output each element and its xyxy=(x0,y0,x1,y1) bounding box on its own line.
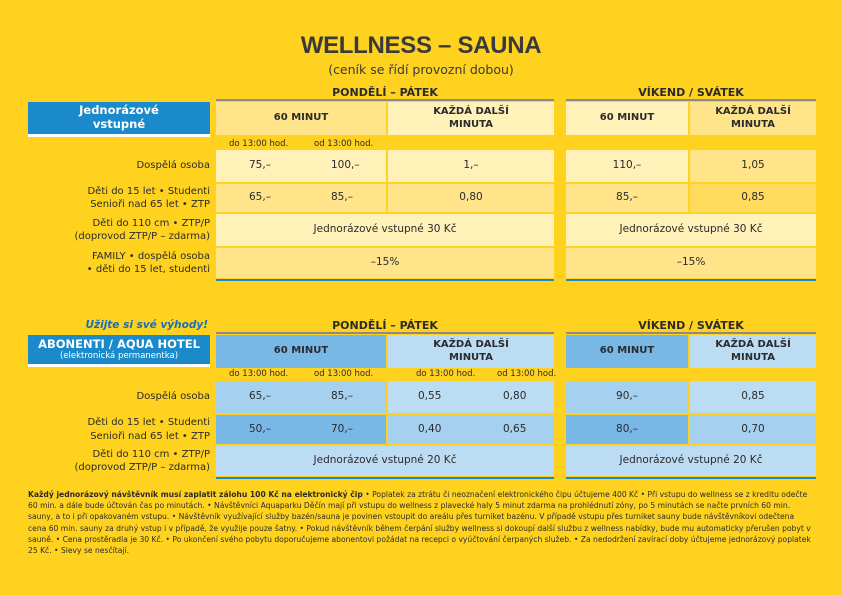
sub-adult-we-extra: 0,85 xyxy=(741,390,765,403)
single-row-reduced-label-line1: Děti do 15 let • Studenti xyxy=(87,185,210,197)
single-wd-col-60: 60 MINUT xyxy=(216,102,386,135)
footer-text: • Poplatek za ztrátu či neoznačení elektronického čipu účtujeme 400 Kč • Při vstupu do wellness se z kreditu odečte 60 min. a dále bude účtován čas po minutách. • Návštěvníci Aquaparku Děčín mají při vstupu do wellness z plavecké haly 5 minut zdarma na prohlédnutí zóny, po 5 minutách se načte prvních 60 min. sauny, a to i při opakovaném vstupu. • Návštěvník využívající služby bazén/sauna je povinen vstoupit do areálu přes turniket bazénu. V případě vstupu přes turniket sauny bude návštěvníkovi odečtena cena 60 min. sauny za druhý vstup i v případě, že využije pouze šatny. • Pokud návštěvník během čerpání služby wellness si dokoupí další službu z wellness nabídky, bude mu automaticky přerušen pobyt v sauně. • Cena prostěradla je 30 Kč. • Po ukončení svého pobytu doporučujeme abonentovi požádat na recepci o vyúčtování čerpaných služeb. • Za nedodržení zavírací doby účtujeme jednorázový poplatek 25 Kč. • Slevy se nesčítají. xyxy=(28,490,811,556)
sub-row-reduced-label-line2: Senioři nad 65 let • ZTP xyxy=(90,430,210,442)
sub-weekend-title: VÍKEND / SVÁTEK xyxy=(638,319,744,332)
sub-we-bottom-rule xyxy=(566,477,816,479)
sub-reduced-wd-after: 70,– xyxy=(331,422,353,435)
sub-row-reduced-wd-bg xyxy=(216,415,386,444)
sub-extra-time-after: od 13:00 hod. xyxy=(497,369,557,379)
sub-reduced-wd-extra-before: 0,40 xyxy=(418,422,442,435)
single-reduced-wd-before: 65,– xyxy=(249,191,271,204)
sub-row-child-label-line2: (doprovod ZTP/P – zdarma) xyxy=(74,462,210,473)
subscription-label xyxy=(28,335,210,367)
single-adult-wd-extra: 1,– xyxy=(463,159,479,172)
single-row-child-label xyxy=(28,214,210,246)
single-row-adult-label-text: Dospělá osoba xyxy=(136,160,210,172)
sub-wd-col-extra xyxy=(388,335,554,368)
sub-child-we: Jednorázové vstupné 20 Kč xyxy=(566,446,816,476)
single-we-col-extra-line2: MINUTA xyxy=(731,118,775,130)
sub-we-col-extra xyxy=(690,335,816,368)
sub-extra-time-before: do 13:00 hod. xyxy=(416,369,476,379)
sub-adult-wd-extra-before: 0,55 xyxy=(418,390,442,403)
sub-wd-col-60: 60 MINUT xyxy=(216,335,386,368)
single-row-adult-label xyxy=(28,150,210,182)
sub-reduced-we-extra: 0,70 xyxy=(741,422,765,435)
single-time-after: od 13:00 hod. xyxy=(314,139,374,149)
sub-weekend-rule xyxy=(566,332,816,334)
sub-we-col-extra-line2: MINUTA xyxy=(731,351,775,363)
single-adult-we-extra: 1,05 xyxy=(741,159,765,172)
single-child-we: Jednorázové vstupné 30 Kč xyxy=(566,214,816,246)
single-adult-wd-before: 75,– xyxy=(249,159,271,172)
sub-adult-wd-before: 65,– xyxy=(249,390,271,403)
single-row-adult-wd-bg xyxy=(216,150,386,182)
single-time-before: do 13:00 hod. xyxy=(229,139,289,149)
promo-text: Užijte si své výhody! xyxy=(85,319,208,331)
sub-child-wd: Jednorázové vstupné 20 Kč xyxy=(216,446,554,476)
sub-time-before: do 13:00 hod. xyxy=(229,369,289,379)
single-row-reduced-label-line2: Senioři nad 65 let • ZTP xyxy=(90,199,210,210)
sub-row-child-label-line1: Děti do 110 cm • ZTP/P xyxy=(92,448,210,460)
single-wd-col-extra-line1: KAŽDÁ DALŠÍ xyxy=(433,106,509,117)
footer-bold-lead: Každý jednorázový návštěvník musí zaplatit zálohu 100 Kč na elektronický čip xyxy=(28,490,363,499)
single-reduced-we-extra: 0,85 xyxy=(741,191,765,204)
sub-row-reduced-label xyxy=(28,415,210,444)
single-weekday-title: PONDĚLÍ – PÁTEK xyxy=(332,86,438,99)
sub-row-child-label xyxy=(28,446,210,476)
sub-row-adult-wd-bg xyxy=(216,381,386,413)
sub-adult-wd-after: 85,– xyxy=(331,390,353,403)
single-weekend-rule xyxy=(566,99,816,101)
sub-wd-bottom-rule xyxy=(216,477,554,479)
single-we-col-60: 60 MINUT xyxy=(566,102,688,135)
footer-notes xyxy=(28,489,814,556)
single-adult-we-60: 110,– xyxy=(612,159,642,172)
single-entry-label-line2: vstupné xyxy=(92,117,146,131)
single-wd-col-extra-line2: MINUTA xyxy=(449,118,493,130)
sub-row-adult-wd-extra-bg xyxy=(388,381,554,413)
sub-row-reduced-wd-extra-bg xyxy=(388,415,554,444)
sub-reduced-wd-before: 50,– xyxy=(249,422,271,435)
single-row-reduced-wd-bg xyxy=(216,184,386,212)
single-row-child-label-line2: (doprovod ZTP/P – zdarma) xyxy=(74,231,210,242)
sub-row-adult-label xyxy=(28,381,210,413)
single-entry-label-line1: Jednorázové xyxy=(79,103,159,118)
sub-adult-we-60: 90,– xyxy=(616,390,638,403)
sub-we-col-extra-line1: KAŽDÁ DALŠÍ xyxy=(715,339,791,350)
sub-wd-col-extra-line1: KAŽDÁ DALŠÍ xyxy=(433,339,509,350)
single-weekday-rule xyxy=(216,99,554,101)
subscription-label-line2: (elektronická permanentka) xyxy=(59,351,179,362)
sub-row-adult-label-text: Dospělá osoba xyxy=(136,391,210,403)
single-we-col-extra-line1: KAŽDÁ DALŠÍ xyxy=(715,106,791,117)
sub-weekday-rule xyxy=(216,332,554,334)
sub-adult-wd-extra-after: 0,80 xyxy=(503,390,527,403)
sub-row-reduced-label-line1: Děti do 15 let • Studenti xyxy=(87,417,210,428)
page-subtitle: (ceník se řídí provozní dobou) xyxy=(328,62,514,77)
subscription-label-line1: ABONENTI / AQUA HOTEL xyxy=(38,336,200,351)
single-row-family-label-line2: • děti do 15 let, studenti xyxy=(86,264,210,275)
single-reduced-wd-after: 85,– xyxy=(331,191,353,204)
single-we-col-extra xyxy=(690,102,816,135)
page-title: WELLNESS – SAUNA xyxy=(300,32,542,59)
single-weekend-title: VÍKEND / SVÁTEK xyxy=(638,86,744,99)
single-wd-bottom-rule xyxy=(216,279,554,281)
single-child-wd: Jednorázové vstupné 30 Kč xyxy=(216,214,554,246)
sub-we-col-60: 60 MINUT xyxy=(566,335,688,368)
sub-reduced-we-60: 80,– xyxy=(616,422,638,435)
single-row-family-label xyxy=(28,248,210,278)
single-family-we: –15% xyxy=(566,248,816,278)
single-entry-label xyxy=(28,102,210,137)
sub-wd-col-extra-line2: MINUTA xyxy=(449,351,493,363)
sub-reduced-wd-extra-after: 0,65 xyxy=(503,422,527,435)
single-row-family-label-line1: FAMILY • dospělá osoba xyxy=(91,250,210,262)
sub-weekday-title: PONDĚLÍ – PÁTEK xyxy=(332,319,438,332)
single-adult-wd-after: 100,– xyxy=(331,159,360,172)
single-reduced-we-60: 85,– xyxy=(616,191,638,204)
single-family-wd: –15% xyxy=(216,248,554,278)
sub-time-after: od 13:00 hod. xyxy=(314,369,374,379)
single-wd-col-extra xyxy=(388,102,554,135)
single-row-child-label-line1: Děti do 110 cm • ZTP/P xyxy=(92,217,210,229)
single-we-bottom-rule xyxy=(566,279,816,281)
single-row-reduced-label xyxy=(28,184,210,212)
single-reduced-wd-extra: 0,80 xyxy=(459,191,483,204)
